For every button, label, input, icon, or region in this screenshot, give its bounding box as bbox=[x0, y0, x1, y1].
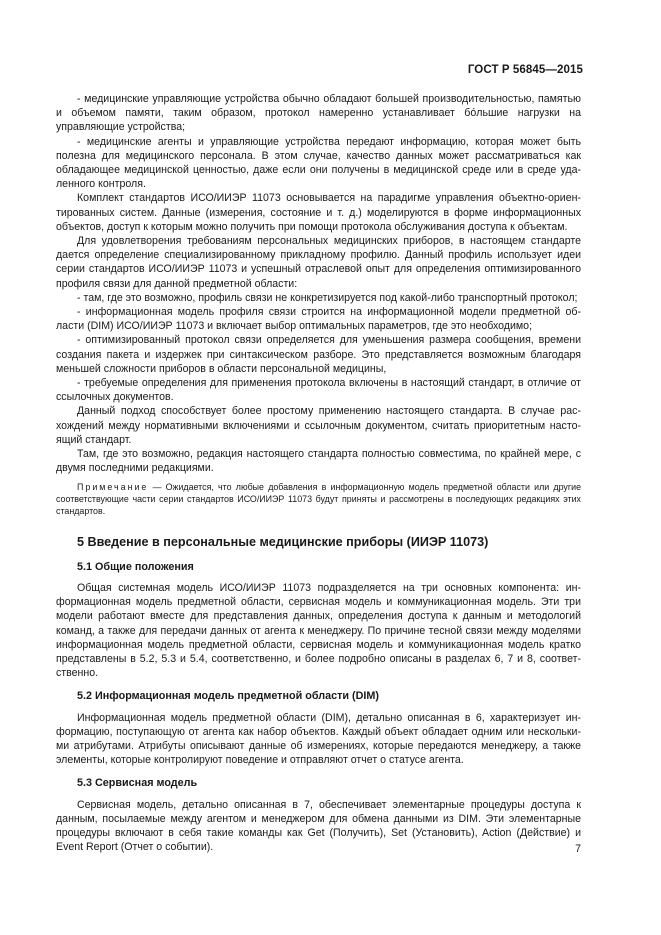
note-text: — Ожидается, что любые добавления в информационную модель предметной области или другие соответствующие части серии стандартов ИСО/ИИЭР 11073 будут приняты и рассмотрены в последующих редакциях этих стандартов. bbox=[56, 482, 581, 517]
section-5-3-heading: 5.3 Сервисная модель bbox=[77, 777, 198, 790]
paragraph: Сервисная модель, детально описанная в 7, обеспечивает элементарные процедуры доступа к данным, посылаемые между агентом и менеджером для обмена данными из DIM. Эти элементарные процедуры включают в себя такие команды как Get (Получить), Set (Установить), Action (Действие) и Event Report (Отчет о событии). bbox=[56, 798, 581, 854]
section-5-2-heading: 5.2 Информационная модель предметной области (DIM) bbox=[77, 690, 379, 703]
paragraph: Комплект стандартов ИСО/ИИЭР 11073 основывается на парадигме управления объектно-ориентированных систем. Данные (измерения, состояние и т. д.) моделируются в форме информационных объектов, доступ к которым можно получить при помощи протокола обслуживания доступа к объектам. bbox=[56, 192, 581, 233]
paragraph: - требуемые определения для применения протокола включены в настоящий стандарт, в отличие от ссылочных документов. bbox=[56, 377, 581, 404]
paragraph: - оптимизированный протокол связи определяется для уменьшения размера сообщения, времени создания пакета и издержек при синтаксическом разборе. Это представляется возможным благодаря меньшей сложности приборов в области персональной медицины, bbox=[56, 334, 581, 375]
paragraph: Информационная модель предметной области (DIM), детально описанная в 6, характеризует информацию, поступающую от агента как набор объектов. Каждый объект обладает одним или несколькими атрибутами. Атрибуты описывают данные об измерениях, которые передаются менеджеру, а также элементы, которые контролируют поведение и отправляют отчет о статусе агента. bbox=[56, 711, 581, 767]
paragraph: - медицинские агенты и управляющие устройства передают информацию, которая может быть полезна для медицинского персонала. В этом случае, качество данных может рассматриваться как обладающее медицинской ценностью, даже если они получены в медицинской среде или в среде удаленного контроля. bbox=[56, 135, 581, 191]
paragraph: - там, где это возможно, профиль связи не конкретизируется под какой-либо транспортный протокол; bbox=[77, 291, 578, 304]
paragraph: - информационная модель профиля связи строится на информационной модели предметной области (DIM) ИСО/ИИЭР 11073 и включает выбор оптимальных параметров, где это необходимо; bbox=[56, 306, 581, 333]
paragraph: - медицинские управляющие устройства обычно обладают большей производительностью, памятью и объемом памяти, таким образом, протокол намеренно устанавливает бóльшие нагрузки на управляющие устройства; bbox=[56, 93, 581, 134]
section-5-1-heading: 5.1 Общие положения bbox=[77, 560, 194, 573]
page-number: 7 bbox=[575, 843, 581, 855]
paragraph: Общая системная модель ИСО/ИИЭР 11073 подразделяется на три основных компонента: информационная модель предметной области, сервисная модель и коммуникационная модель. Эти три модели работают вместе для представления данных, определения доступа к данным и методологий команд, а также для передачи данных от агента к менеджеру. По причине тесной связи между моделями информационная модель предметной области, сервисная модель и коммуникационная модель кратко представлены в 5.2, 5.3 и 5.4, соответственно, и более подробно описаны в разделах 6, 7 и 8, соответственно. bbox=[56, 581, 581, 680]
paragraph: Данный подход способствует более простому применению настоящего стандарта. В случае расхождений между нормативными включениями и ссылочным документом, считать приоритетным настоящий стандарт. bbox=[56, 405, 581, 446]
document-id-header: ГОСТ Р 56845—2015 bbox=[467, 64, 583, 76]
note-paragraph bbox=[56, 481, 581, 517]
note-label: Примечание bbox=[77, 482, 149, 493]
section-5-heading: 5 Введение в персональные медицинские приборы (ИИЭР 11073) bbox=[77, 535, 489, 550]
paragraph: Там, где это возможно, редакция настоящего стандарта полностью совместима, по крайней мере, с двумя последними редакциями. bbox=[56, 448, 581, 475]
document-body bbox=[56, 92, 581, 854]
paragraph: Для удовлетворения требованиям персональных медицинских приборов, в настоящем стандарте дается определение специализированному прикладному профилю. Данный профиль использует идеи серии стандартов ИСО/ИИЭР 11073 и успешный отраслевой опыт для определения оптимизированного профиля связи для данной предметной области: bbox=[56, 235, 581, 290]
